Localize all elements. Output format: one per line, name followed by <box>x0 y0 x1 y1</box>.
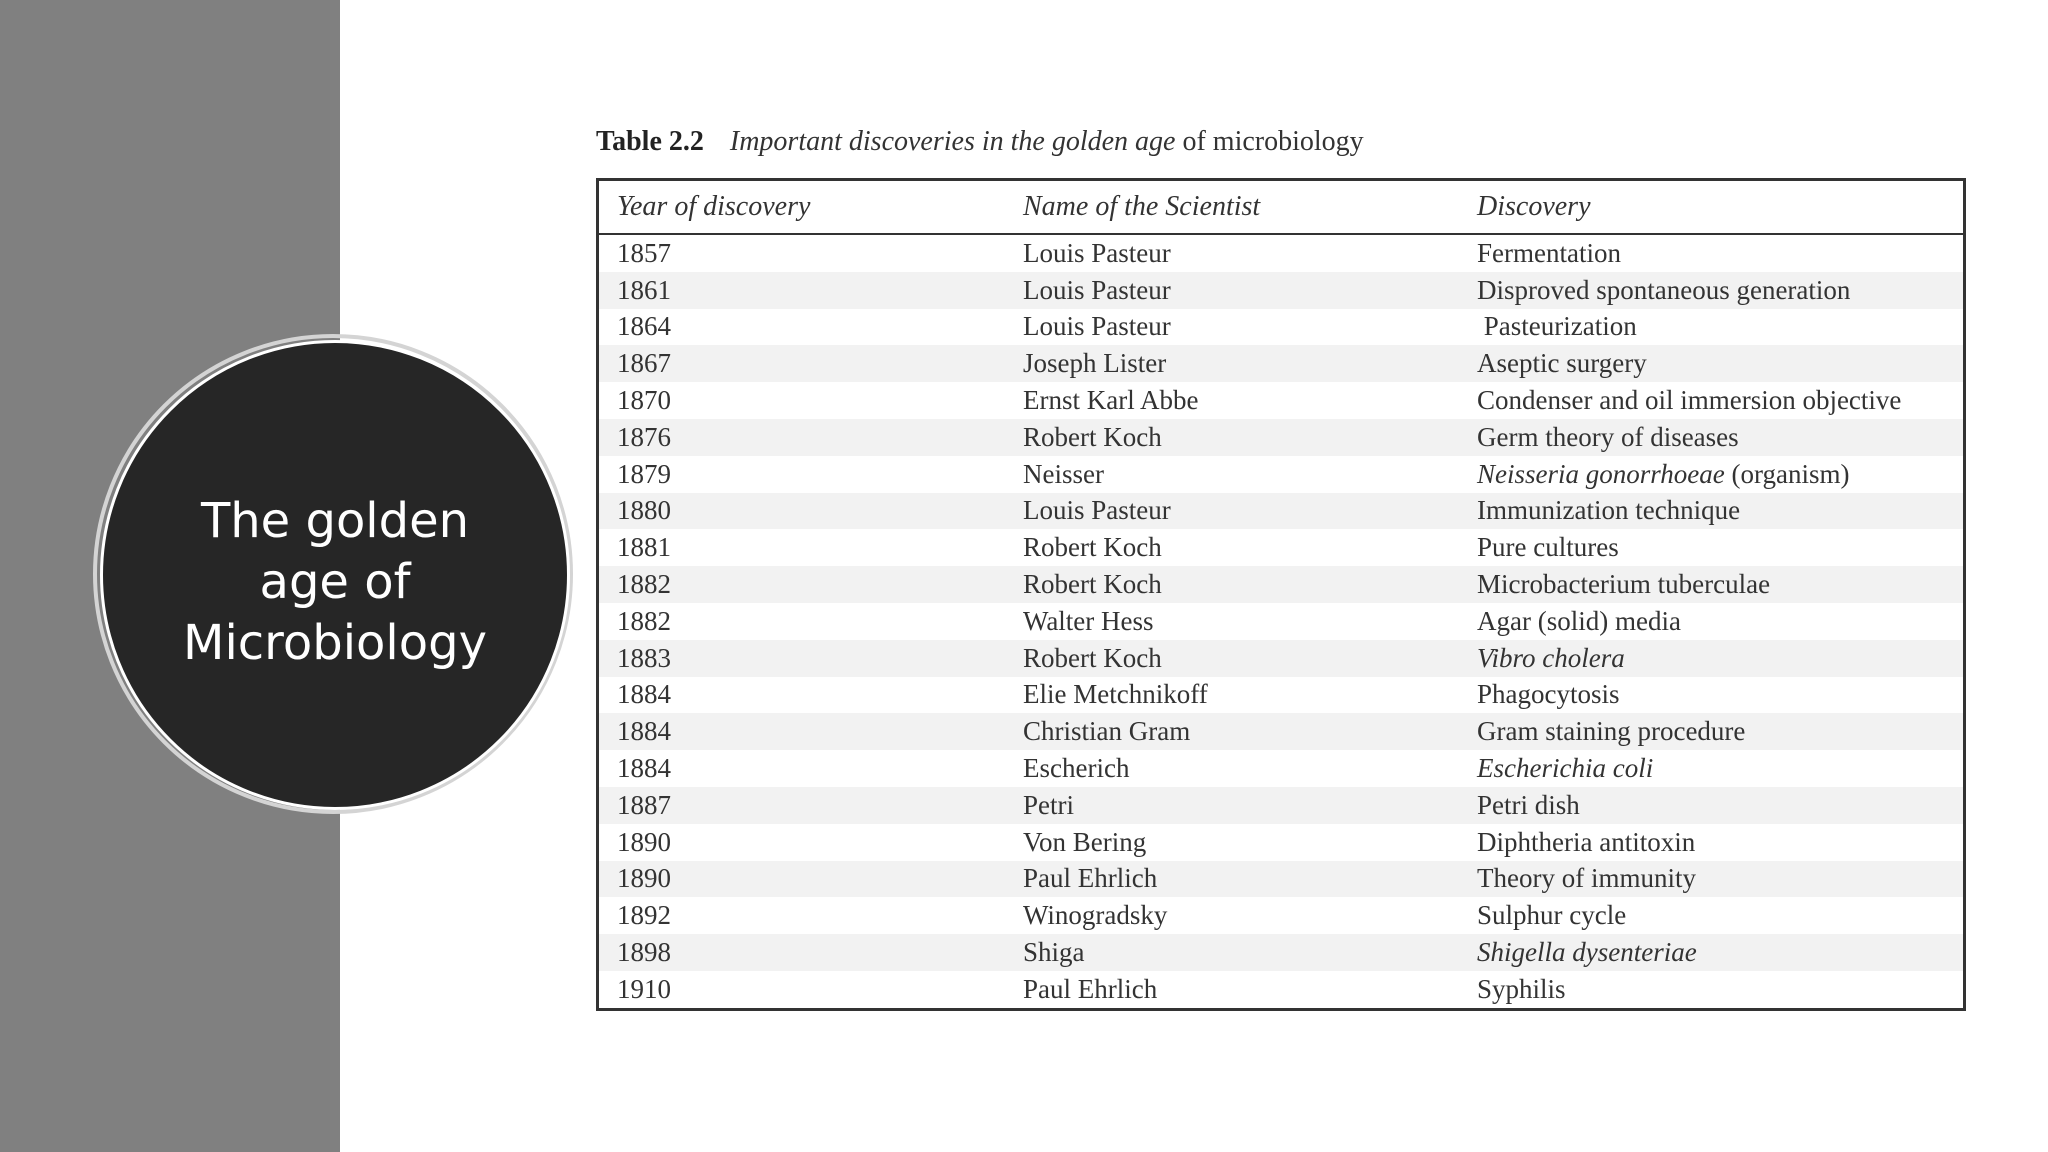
table-row <box>599 345 1963 382</box>
slide-title: The golden age of Microbiology <box>183 492 487 671</box>
cell-discovery <box>1477 422 1963 453</box>
cell-discovery <box>1477 716 1963 747</box>
discovery-text: Disproved spontaneous generation <box>1477 274 1851 305</box>
cell-scientist: Neisser <box>1023 458 1104 489</box>
cell-scientist: Robert Koch <box>1023 642 1162 673</box>
discovery-text: Gram staining procedure <box>1477 716 1746 747</box>
table-row <box>599 456 1963 493</box>
cell-year: 1876 <box>617 421 671 452</box>
cell-year: 1884 <box>617 679 671 710</box>
table-row <box>599 750 1963 787</box>
cell-scientist: Louis Pasteur <box>1023 495 1171 526</box>
cell-year: 1883 <box>617 642 671 673</box>
cell-scientist: Louis Pasteur <box>1023 274 1171 305</box>
cell-year: 1881 <box>617 532 671 563</box>
cell-year: 1882 <box>617 569 671 600</box>
discovery-extra-text: (organism) <box>1724 458 1850 489</box>
cell-discovery <box>1477 679 1963 710</box>
header-year: Year of discovery <box>617 191 811 222</box>
table-row <box>599 529 1963 566</box>
cell-scientist: Christian Gram <box>1023 716 1191 747</box>
cell-year: 1898 <box>617 937 671 968</box>
discovery-text: Pasteurization <box>1477 311 1637 342</box>
cell-scientist: Robert Koch <box>1023 421 1162 452</box>
cell-year: 1857 <box>617 237 671 268</box>
cell-discovery <box>1477 937 1963 968</box>
cell-scientist: Robert Koch <box>1023 532 1162 563</box>
cell-discovery <box>1477 900 1963 931</box>
cell-year: 1879 <box>617 458 671 489</box>
cell-discovery <box>1477 643 1963 674</box>
cell-scientist: Von Bering <box>1023 826 1147 857</box>
discovery-text: Neisseria gonorrhoeae <box>1477 458 1725 489</box>
cell-year: 1890 <box>617 863 671 894</box>
table-row <box>599 824 1963 861</box>
cell-discovery <box>1477 348 1963 379</box>
table-row <box>599 713 1963 750</box>
table-row <box>599 640 1963 677</box>
discovery-text: Agar (solid) media <box>1477 605 1681 636</box>
cell-discovery <box>1477 311 1963 342</box>
cell-year: 1910 <box>617 973 671 1004</box>
cell-scientist: Walter Hess <box>1023 605 1154 636</box>
table-row <box>599 677 1963 714</box>
discovery-text: Pure cultures <box>1477 532 1619 563</box>
table-row <box>599 897 1963 934</box>
discovery-text: Theory of immunity <box>1477 863 1696 894</box>
table-row <box>599 419 1963 456</box>
table-row <box>599 272 1963 309</box>
table-caption <box>596 126 1966 158</box>
discovery-text: Fermentation <box>1477 237 1621 268</box>
cell-scientist: Louis Pasteur <box>1023 311 1171 342</box>
cell-year: 1861 <box>617 274 671 305</box>
cell-scientist: Winogradsky <box>1023 900 1168 931</box>
cell-year: 1867 <box>617 348 671 379</box>
discovery-text: Phagocytosis <box>1477 679 1620 710</box>
cell-scientist: Paul Ehrlich <box>1023 863 1158 894</box>
cell-scientist: Petri <box>1023 789 1074 820</box>
discovery-text: Aseptic surgery <box>1477 348 1647 379</box>
cell-scientist: Robert Koch <box>1023 569 1162 600</box>
cell-year: 1880 <box>617 495 671 526</box>
discovery-text: Escherichia coli <box>1477 753 1654 784</box>
table-row <box>599 787 1963 824</box>
cell-scientist: Elie Metchnikoff <box>1023 679 1208 710</box>
cell-discovery <box>1477 753 1963 784</box>
cell-discovery <box>1477 385 1963 416</box>
cell-year: 1882 <box>617 605 671 636</box>
discovery-text: Microbacterium tuberculae <box>1477 569 1771 600</box>
header-scientist: Name of the Scientist <box>1023 191 1261 222</box>
title-circle <box>100 340 570 810</box>
cell-year: 1892 <box>617 900 671 931</box>
discovery-text: Shigella dysenteriae <box>1477 937 1697 968</box>
cell-discovery <box>1477 238 1963 269</box>
caption-text: of microbiology <box>1175 126 1364 157</box>
discovery-text: Vibro cholera <box>1477 642 1625 673</box>
cell-year: 1887 <box>617 789 671 820</box>
table-row <box>599 493 1963 530</box>
cell-discovery <box>1477 863 1963 894</box>
table-body <box>599 235 1963 1008</box>
cell-discovery <box>1477 569 1963 600</box>
cell-scientist: Escherich <box>1023 753 1130 784</box>
cell-discovery <box>1477 606 1963 637</box>
discoveries-table-block <box>596 126 1966 1011</box>
table-row <box>599 566 1963 603</box>
cell-discovery <box>1477 532 1963 563</box>
discovery-text: Condenser and oil immersion objective <box>1477 385 1902 416</box>
caption-italic-text: Important discoveries in the golden age <box>729 126 1176 157</box>
discovery-text: Syphilis <box>1477 973 1566 1004</box>
cell-year: 1890 <box>617 826 671 857</box>
table-row <box>599 603 1963 640</box>
table-row <box>599 235 1963 272</box>
cell-scientist: Ernst Karl Abbe <box>1023 385 1199 416</box>
discovery-text: Petri dish <box>1477 789 1580 820</box>
cell-scientist: Paul Ehrlich <box>1023 973 1158 1004</box>
table-row <box>599 934 1963 971</box>
cell-discovery <box>1477 275 1963 306</box>
table-row <box>599 971 1963 1008</box>
discovery-text: Immunization technique <box>1477 495 1741 526</box>
cell-scientist: Louis Pasteur <box>1023 237 1171 268</box>
table-row <box>599 309 1963 346</box>
cell-discovery <box>1477 495 1963 526</box>
header-discovery: Discovery <box>1477 191 1591 222</box>
discovery-text: Diphtheria antitoxin <box>1477 826 1696 857</box>
cell-year: 1884 <box>617 716 671 747</box>
cell-year: 1884 <box>617 753 671 784</box>
table-header-row <box>599 181 1963 235</box>
cell-discovery <box>1477 974 1963 1005</box>
table-row <box>599 861 1963 898</box>
cell-discovery <box>1477 827 1963 858</box>
table-row <box>599 382 1963 419</box>
cell-year: 1864 <box>617 311 671 342</box>
discovery-text: Germ theory of diseases <box>1477 421 1739 452</box>
caption-label: Table 2.2 <box>596 126 704 157</box>
cell-scientist: Joseph Lister <box>1023 348 1167 379</box>
cell-discovery <box>1477 790 1963 821</box>
cell-year: 1870 <box>617 385 671 416</box>
discoveries-table <box>596 178 1966 1011</box>
cell-discovery <box>1477 459 1963 490</box>
cell-scientist: Shiga <box>1023 937 1085 968</box>
discovery-text: Sulphur cycle <box>1477 900 1627 931</box>
